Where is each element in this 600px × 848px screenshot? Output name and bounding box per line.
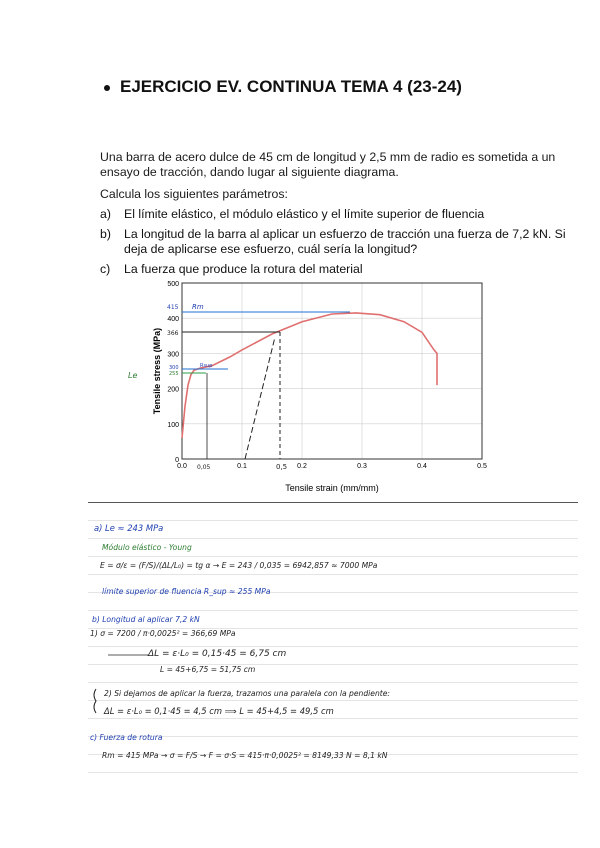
solution-b5: 2) Si dejamos de aplicar la fuerza, trazamos una paralela con la pendiente: bbox=[104, 689, 390, 698]
bullet-dot bbox=[104, 85, 110, 91]
brace-mark bbox=[94, 689, 96, 713]
x-ticks bbox=[177, 463, 487, 470]
x-axis-label: Tensile strain (mm/mm) bbox=[285, 483, 379, 493]
y-tick-label: 400 bbox=[167, 316, 179, 324]
solution-a4: límite superior de fluencia R_sup ≈ 255 MPa bbox=[102, 587, 271, 596]
problem-calc: Calcula los siguientes parámetros: bbox=[100, 187, 288, 201]
solution-b2: 1) σ = 7200 / π·0,0025² = 366,69 MPa bbox=[90, 629, 236, 638]
question-a-label: a) bbox=[100, 207, 111, 221]
y-tick-label: 100 bbox=[167, 421, 179, 429]
chart-svg bbox=[128, 277, 490, 499]
solution-b6: ΔL = ε·L₀ = 0,1·45 = 4,5 cm ⟹ L = 45+4,5 = 49,5 cm bbox=[104, 706, 334, 716]
x-tick-label: 0.0 bbox=[177, 463, 187, 470]
y-tick-label: 200 bbox=[167, 386, 179, 394]
ann-x-005: 0,05 bbox=[197, 464, 211, 471]
solution-a2: Módulo elástico - Young bbox=[102, 543, 192, 552]
solution-c1: c) Fuerza de rotura bbox=[90, 733, 163, 742]
x-tick-label: 0.3 bbox=[357, 463, 367, 470]
x-tick-label: 0.1 bbox=[237, 463, 247, 470]
stress-strain-chart bbox=[128, 277, 490, 499]
solution-marks bbox=[88, 503, 578, 780]
ann-rsup: Rsup bbox=[200, 363, 213, 369]
solution-b3: ΔL = ε·L₀ = 0,15·45 = 6,75 cm bbox=[148, 649, 287, 659]
ann-rm: Rm bbox=[192, 303, 204, 311]
ann-le: Le bbox=[128, 371, 138, 380]
question-c-label: c) bbox=[100, 262, 111, 276]
solution-b4: L = 45+6,75 = 51,75 cm bbox=[160, 665, 256, 674]
ann-300: 300 bbox=[169, 365, 179, 371]
problem-intro: Una barra de acero dulce de 45 cm de longitud y 2,5 mm de radio es sometida a un ensayo de tracción, dando lugar al siguiente diagrama. bbox=[100, 150, 556, 179]
solution-b1: b) Longitud al aplicar 7,2 kN bbox=[92, 615, 200, 624]
y-axis-label: Tensile stress (MPa) bbox=[152, 327, 162, 415]
ann-415: 415 bbox=[167, 304, 179, 311]
ann-x-05: 0,5 bbox=[276, 463, 288, 471]
y-tick-label: 300 bbox=[167, 351, 179, 359]
x-tick-label: 0.2 bbox=[297, 463, 307, 470]
solution-c2: Rm = 415 MPa → σ = F/S → F = σ·S = 415·π·0,0025² = 8149,33 N = 8,1 kN bbox=[102, 751, 388, 760]
y-tick-label: 0 bbox=[175, 457, 179, 464]
page-title: EJERCICIO EV. CONTINUA TEMA 4 (23-24) bbox=[120, 77, 462, 96]
question-c-text: La fuerza que produce la rotura del material bbox=[124, 262, 363, 276]
x-tick-label: 0.4 bbox=[417, 463, 427, 470]
solution-a3: E = σ/ε = (F/S)/(ΔL/L₀) = tg α → E = 243 / 0,035 = 6942,857 ≈ 7000 MPa bbox=[100, 561, 378, 570]
unload-line bbox=[245, 337, 275, 459]
handwritten-solution bbox=[88, 503, 578, 780]
question-a-text: El límite elástico, el módulo elástico y el límite superior de fluencia bbox=[124, 207, 485, 221]
y-tick-label: 500 bbox=[167, 281, 179, 288]
ann-366: 366 bbox=[167, 330, 179, 337]
x-tick-label: 0.5 bbox=[477, 463, 487, 470]
question-b-text: La longitud de la barra al aplicar un esfuerzo de tracción una fuerza de 7,2 kN. Si deja de aplicarse ese esfuerzo, cuál sería la longitud? bbox=[124, 227, 566, 256]
ann-255: 255 bbox=[169, 371, 179, 377]
question-b-label: b) bbox=[100, 227, 111, 241]
solution-a1: a) Le ≈ 243 MPa bbox=[94, 523, 164, 533]
